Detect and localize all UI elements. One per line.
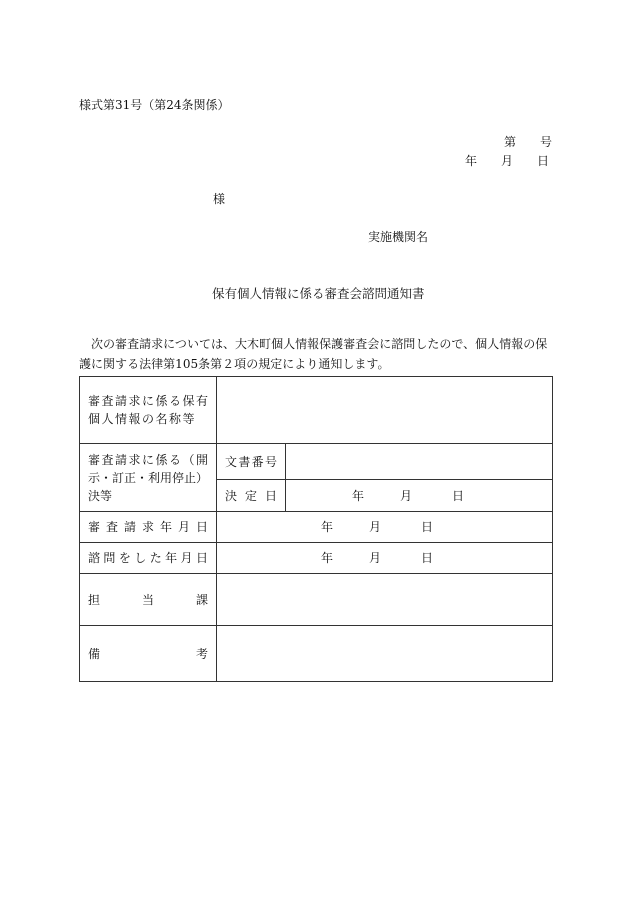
label-line: 決等 (88, 488, 113, 503)
table-row (80, 574, 553, 626)
year-label: 年 (352, 488, 365, 503)
remarks-label: 備考 (80, 626, 217, 682)
label-line: 審査請求に係る保有 (88, 394, 208, 408)
decision-label (80, 444, 217, 512)
day-label: 日 (421, 551, 434, 565)
inquiry-date-label: 諮問をした年月日 (80, 543, 217, 574)
request-date-field[interactable] (217, 512, 553, 543)
addressee-honorific: 様 (213, 192, 226, 206)
year-label: 年 (321, 520, 334, 534)
table-row (80, 512, 553, 543)
document-title: 保有個人情報に係る審査会諮問通知書 (212, 286, 425, 301)
label-line: 個人情報の名称等 (88, 412, 197, 426)
document-date-line: 年 月 日 (465, 154, 550, 168)
inquiry-date-field[interactable] (217, 543, 553, 574)
request-date-label: 審査請求年月日 (80, 512, 217, 543)
decision-date-label: 決定日 (217, 480, 286, 512)
label-line: 審査請求に係る（開 (88, 452, 208, 467)
agency-name-label: 実施機関名 (368, 230, 429, 244)
day-label: 日 (452, 488, 465, 503)
decision-date-field[interactable] (286, 480, 553, 512)
section-label: 担当課 (80, 574, 217, 626)
held-info-name-label (80, 377, 217, 444)
notice-body (79, 334, 553, 374)
month-label: 月 (369, 520, 382, 534)
doc-number-label: 文書番号 (217, 444, 286, 480)
day-label: 日 (421, 520, 434, 534)
doc-number-field[interactable] (286, 444, 553, 480)
year-label: 年 (321, 551, 334, 565)
form-number-label: 様式第31号（第24条関係） (79, 98, 230, 112)
remarks-field[interactable] (217, 626, 553, 682)
table-row (80, 377, 553, 444)
table-row (80, 543, 553, 574)
month-label: 月 (400, 488, 413, 503)
table-row (80, 444, 553, 480)
section-field[interactable] (217, 574, 553, 626)
inquiry-form-table (79, 376, 553, 682)
notice-body-line: 護に関する法律第105条第２項の規定により通知します。 (79, 357, 390, 371)
held-info-name-field[interactable] (217, 377, 553, 444)
table-row (80, 626, 553, 682)
notice-body-line: 次の審査請求については、大木町個人情報保護審査会に諮問したので、個人情報の保 (79, 337, 548, 351)
label-line: 示・訂正・利用停止） (88, 470, 209, 485)
document-number-line: 第 号 (504, 135, 553, 149)
month-label: 月 (369, 551, 382, 565)
